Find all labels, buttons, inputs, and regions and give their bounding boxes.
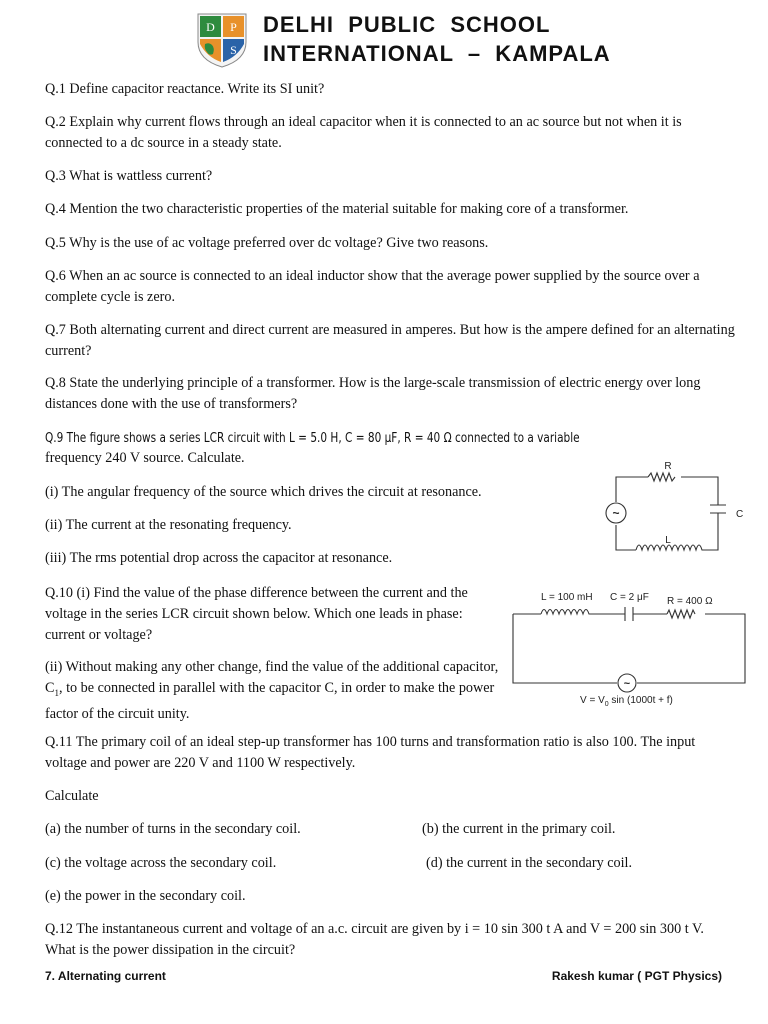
question-11-part-a: (a) the number of turns in the secondary coil.: [45, 821, 301, 837]
circuit1-source-symbol: ~: [612, 506, 620, 520]
footer-author: Rakesh kumar ( PGT Physics): [551, 969, 722, 983]
svg-text:S: S: [230, 43, 237, 57]
question-1: Q.1 Define capacitor reactance. Write its SI unit?: [45, 81, 325, 97]
question-9-line1: Q.9 The figure shows a series LCR circuit with L = 5.0 H, C = 80 μF, R = 40 Ω connected to a variable: [45, 431, 580, 446]
circuit2-label-c: C = 2 μF: [610, 592, 649, 603]
question-2: Q.2 Explain why current flows through an ideal capacitor when it is connected to an ac source but not when it is connected to a dc source in a steady state.: [45, 114, 682, 151]
question-11-part-e: (e) the power in the secondary coil.: [45, 888, 246, 904]
page-header: [195, 10, 755, 72]
question-10-part-ii: (ii) Without making any other change, find the value of the additional capacitor, $C_1$, to be connected in parallel with the capacitor C, in order to make the power factor of the circuit unity.: [45, 659, 499, 722]
circuit1-label-c: C: [736, 509, 744, 520]
school-name-line2: INTERNATIONAL – KAMPALA: [263, 41, 611, 66]
question-11-part-d: (d) the current in the secondary coil.: [426, 855, 633, 871]
circuit2-label-l: L = 100 mH: [541, 592, 593, 603]
question-6: Q.6 When an ac source is connected to an ideal inductor show that the average power supplied by the source over a complete cycle is zero.: [45, 268, 700, 305]
svg-text:D: D: [206, 20, 215, 34]
school-logo: [195, 12, 249, 68]
circuit1-label-r: R: [664, 461, 672, 472]
school-name: [263, 10, 611, 68]
resistor-400: [667, 610, 695, 618]
question-9-line2: frequency 240 V source. Calculate.: [45, 450, 245, 466]
circuit2-source-symbol: ~: [623, 678, 631, 690]
question-8: Q.8 State the underlying principle of a transformer. How is the large-scale transmission of electric energy over long distances done with the use of transformers?: [45, 375, 701, 412]
circuit2-label-r: R = 400 Ω: [667, 596, 713, 607]
question-12: Q.12 The instantaneous current and voltage of an a.c. circuit are given by i = 10 sin 300 t A and V = 200 sin 300 t V. What is the power dissipation in the circuit?: [45, 921, 704, 958]
question-7: Q.7 Both alternating current and direct current are measured in amperes. But how is the ampere defined for an alternating current?: [45, 322, 735, 359]
question-11-part-b: (b) the current in the primary coil.: [422, 821, 616, 837]
circuit1-label-l: L: [665, 535, 671, 546]
question-5: Q.5 Why is the use of ac voltage preferred over dc voltage? Give two reasons.: [45, 235, 489, 251]
capacitor-2uf: [625, 607, 633, 621]
school-name-line1: DELHI PUBLIC SCHOOL: [263, 12, 551, 37]
question-10-part-i: Q.10 (i) Find the value of the phase difference between the current and the voltage in the series LCR circuit shown below. Which one leads in phase: current or voltage?: [45, 585, 468, 643]
svg-text:P: P: [230, 20, 237, 34]
resistor-r: [648, 473, 675, 481]
series-lcr-circuit-2: [505, 585, 755, 710]
capacitor-c: [710, 505, 726, 513]
question-9-part-i: (i) The angular frequency of the source which drives the circuit at resonance.: [45, 484, 482, 500]
lcr-circuit-diagram: [596, 455, 756, 565]
question-4: Q.4 Mention the two characteristic properties of the material suitable for making core of a transformer.: [45, 201, 629, 217]
footer-chapter: 7. Alternating current: [45, 969, 166, 983]
calculate-label: Calculate: [45, 788, 99, 804]
circuit2-source-equation: $V = V_0$ sin (1000t + f): [580, 695, 673, 708]
question-11-part-c: (c) the voltage across the secondary coil.: [45, 855, 277, 871]
question-9-part-ii: (ii) The current at the resonating frequency.: [45, 517, 292, 533]
question-9-part-iii: (iii) The rms potential drop across the capacitor at resonance.: [45, 550, 393, 566]
question-3: Q.3 What is wattless current?: [45, 168, 213, 184]
question-11: Q.11 The primary coil of an ideal step-up transformer has 100 turns and transformation ratio is also 100. The input voltage and power are 220 V and 1100 W respectively.: [45, 734, 696, 771]
inductor-100mh: [541, 610, 593, 615]
